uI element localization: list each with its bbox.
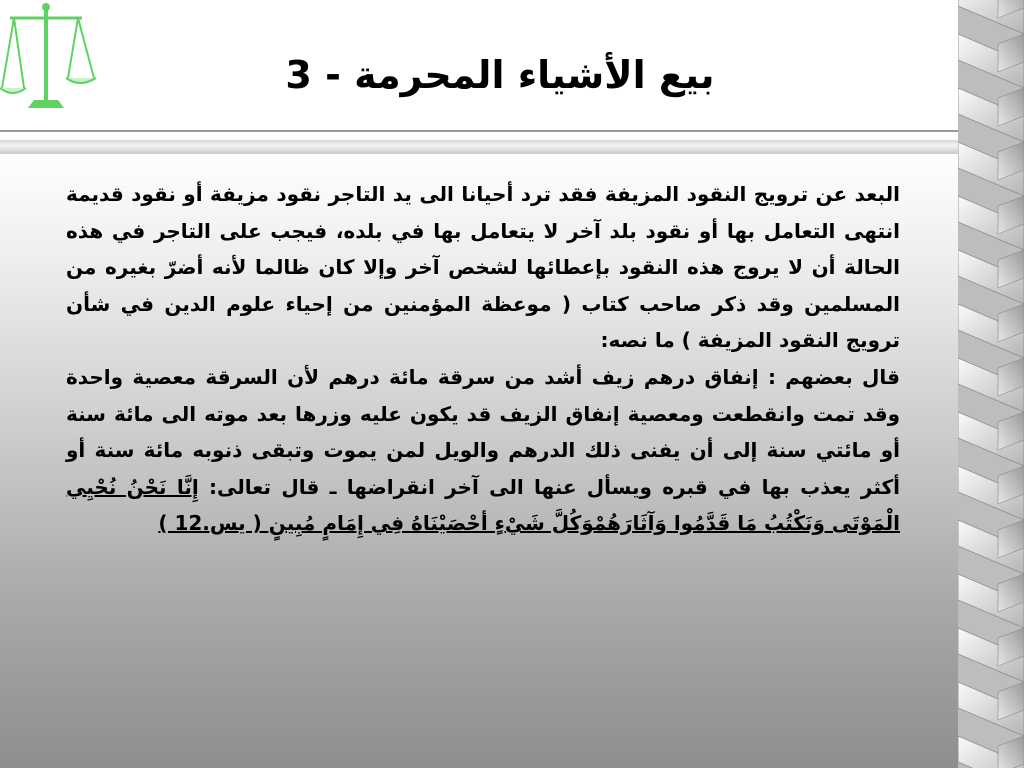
ribbon-fold-dark xyxy=(998,736,1024,768)
header-divider-thin xyxy=(0,130,960,132)
slide-body xyxy=(66,176,900,542)
folded-ribbon-decoration xyxy=(958,0,1024,768)
scales-of-justice-icon xyxy=(0,0,100,118)
quran-verse: إِنَّا نَحْنُ نُحْيِي الْمَوْتَى وَنَكْتُبُ مَا قَدَّمُوا وَآثَارَهُمْوَكُلَّ شَيْءٍ أحْصَيْنَاهُ فِي إِمَامٍ مُبِينٍ ( يس.12 ) xyxy=(66,474,900,536)
body-paragraph-1: البعد عن ترويج النقود المزيفة فقد ترد أحيانا الى يد التاجر نقود مزيفة أو نقود قديمة انتهى التعامل بها أو نقود بلد آخر لا يتعامل بها في بلده، فيجب على التاجر في هذه الحالة أن لا يروج هذه النقود بإعطائها لشخص آخر وإلا كان ظالما لأنه أضرّ بغيره من المسلمين وقد ذكر صاحب كتاب ( موعظة المؤمنين من إحياء علوم الدين في شأن ترويج النقود المزيفة ) ما نصه: xyxy=(66,182,900,353)
body-paragraph-2: قال بعضهم : إنفاق درهم زيف أشد من سرقة مائة درهم لأن السرقة معصية واحدة وقد تمت وانقطعت ومعصية إنفاق الزيف قد يكون عليه وزرها بعد موته الى مائة سنة أو مائتي سنة إلى أن يفنى ذلك الدرهم والويل لمن يموت وتبقى ذنوبه مائة سنة أو أكثر يعذب بها في قبره ويسأل عنها الى آخر انقراضها ـ قال تعالى: xyxy=(66,364,901,499)
slide-title: بيع الأشياء المحرمة - 3 xyxy=(285,53,715,97)
header-divider-thick xyxy=(0,140,960,154)
